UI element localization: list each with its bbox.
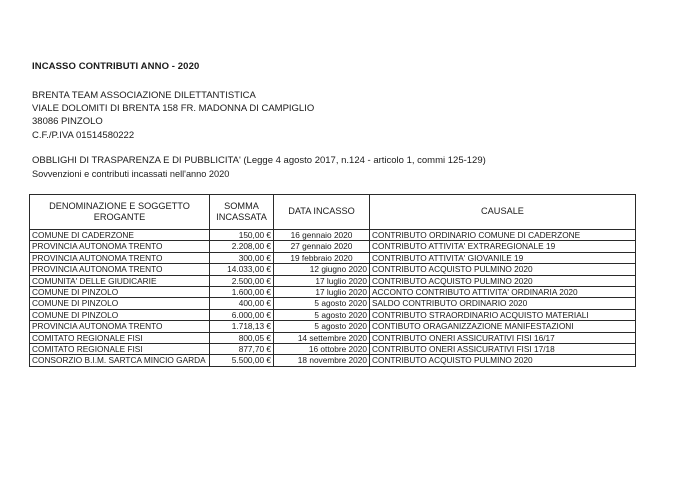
cell-somma: 1.600,00 € bbox=[210, 287, 274, 298]
table-row bbox=[30, 241, 636, 252]
cell-data: 14 settembre 2020 bbox=[274, 332, 370, 343]
cell-denominazione: PROVINCIA AUTONOMA TRENTO bbox=[30, 264, 210, 275]
cell-denominazione: COMUNE DI PINZOLO bbox=[30, 287, 210, 298]
table-header-row bbox=[30, 195, 636, 230]
obligations-block bbox=[32, 154, 486, 181]
cell-somma: 150,00 € bbox=[210, 230, 274, 241]
cell-somma: 14.033,00 € bbox=[210, 264, 274, 275]
cell-data: 12 giugno 2020 bbox=[274, 264, 370, 275]
cell-denominazione: PROVINCIA AUTONOMA TRENTO bbox=[30, 252, 210, 263]
cell-data: 5 agosto 2020 bbox=[274, 298, 370, 309]
cell-somma: 800,05 € bbox=[210, 332, 274, 343]
organization-address: VIALE DOLOMITI DI BRENTA 158 FR. MADONNA DI CAMPIGLIO bbox=[32, 103, 315, 115]
cell-causale: CONTIBUTO ORAGANIZZAZIONE MANIFESTAZIONI bbox=[370, 321, 636, 332]
cell-denominazione: COMITATO REGIONALE FISI bbox=[30, 332, 210, 343]
table-row bbox=[30, 264, 636, 275]
cell-causale: CONTRIBUTO ATTIVITA' GIOVANILE 19 bbox=[370, 252, 636, 263]
cell-somma: 6.000,00 € bbox=[210, 309, 274, 320]
cell-denominazione: COMUNE DI PINZOLO bbox=[30, 298, 210, 309]
table-row bbox=[30, 298, 636, 309]
cell-data: 5 agosto 2020 bbox=[274, 309, 370, 320]
cell-causale: CONTRIBUTO ATTIVITA' EXTRAREGIONALE 19 bbox=[370, 241, 636, 252]
cell-denominazione: PROVINCIA AUTONOMA TRENTO bbox=[30, 321, 210, 332]
cell-causale: CONTRIBUTO ACQUISTO PULMINO 2020 bbox=[370, 355, 636, 366]
cell-causale: CONTRIBUTO ONERI ASSICURATIVI FISI 17/18 bbox=[370, 344, 636, 355]
cell-data: 5 agosto 2020 bbox=[274, 321, 370, 332]
table-row bbox=[30, 309, 636, 320]
organization-info bbox=[32, 89, 314, 142]
document-title: INCASSO CONTRIBUTI ANNO - 2020 bbox=[32, 61, 200, 72]
cell-somma: 2.500,00 € bbox=[210, 275, 274, 286]
cell-denominazione: COMUNITA' DELLE GIUDICARIE bbox=[30, 275, 210, 286]
table-row bbox=[30, 287, 636, 298]
table-row bbox=[30, 230, 636, 241]
table-row bbox=[30, 332, 636, 343]
cell-somma: 2.208,00 € bbox=[210, 241, 274, 252]
cell-somma: 5.500,00 € bbox=[210, 355, 274, 366]
header-causale: CAUSALE bbox=[370, 195, 636, 230]
cell-causale: CONTRIBUTO ONERI ASSICURATIVI FISI 16/17 bbox=[370, 332, 636, 343]
cell-causale: CONTRIBUTO ACQUISTO PULMINO 2020 bbox=[370, 275, 636, 286]
organization-name: BRENTA TEAM ASSOCIAZIONE DILETTANTISTICA bbox=[32, 90, 256, 101]
table-row bbox=[30, 275, 636, 286]
cell-denominazione: PROVINCIA AUTONOMA TRENTO bbox=[30, 241, 210, 252]
header-denominazione: DENOMINAZIONE E SOGGETTO EROGANTE bbox=[30, 195, 210, 230]
obligations-subtitle: Sovvenzioni e contributi incassati nell'anno 2020 bbox=[32, 168, 230, 179]
cell-causale: CONTRIBUTO ACQUISTO PULMINO 2020 bbox=[370, 264, 636, 275]
cell-data: 19 febbraio 2020 bbox=[274, 252, 370, 263]
table-row bbox=[30, 355, 636, 366]
cell-causale: ACCONTO CONTRIBUTO ATTIVITA' ORDINARIA 2020 bbox=[370, 287, 636, 298]
cell-data: 18 novembre 2020 bbox=[274, 355, 370, 366]
cell-causale: SALDO CONTRIBUTO ORDINARIO 2020 bbox=[370, 298, 636, 309]
cell-somma: 400,00 € bbox=[210, 298, 274, 309]
cell-denominazione: COMUNE DI CADERZONE bbox=[30, 230, 210, 241]
cell-data: 16 gennaio 2020 bbox=[274, 230, 370, 241]
table-row bbox=[30, 344, 636, 355]
cell-data: 27 gennaio 2020 bbox=[274, 241, 370, 252]
obligations-heading: OBBLIGHI DI TRASPARENZA E DI PUBBLICITA' (Legge 4 agosto 2017, n.124 - articolo 1, commi 125-129) bbox=[32, 155, 486, 166]
organization-city: 38086 PINZOLO bbox=[32, 116, 103, 128]
header-data: DATA INCASSO bbox=[274, 195, 370, 230]
header-somma: SOMMA INCASSATA bbox=[210, 195, 274, 230]
cell-data: 17 luglio 2020 bbox=[274, 275, 370, 286]
contributions-table bbox=[29, 194, 636, 367]
cell-somma: 877,70 € bbox=[210, 344, 274, 355]
cell-denominazione: COMUNE DI PINZOLO bbox=[30, 309, 210, 320]
cell-denominazione: CONSORZIO B.I.M. SARTCA MINCIO GARDA bbox=[30, 355, 210, 366]
cell-causale: CONTRIBUTO ORDINARIO COMUNE DI CADERZONE bbox=[370, 230, 636, 241]
cell-denominazione: COMITATO REGIONALE FISI bbox=[30, 344, 210, 355]
cell-data: 16 ottobre 2020 bbox=[274, 344, 370, 355]
table-row bbox=[30, 321, 636, 332]
table-row bbox=[30, 252, 636, 263]
organization-tax-id: C.F./P.IVA 01514580222 bbox=[32, 129, 135, 141]
cell-data: 17 luglio 2020 bbox=[274, 287, 370, 298]
cell-causale: CONTRIBUTO STRAORDINARIO ACQUISTO MATERIALI bbox=[370, 309, 636, 320]
cell-somma: 300,00 € bbox=[210, 252, 274, 263]
cell-somma: 1.718,13 € bbox=[210, 321, 274, 332]
